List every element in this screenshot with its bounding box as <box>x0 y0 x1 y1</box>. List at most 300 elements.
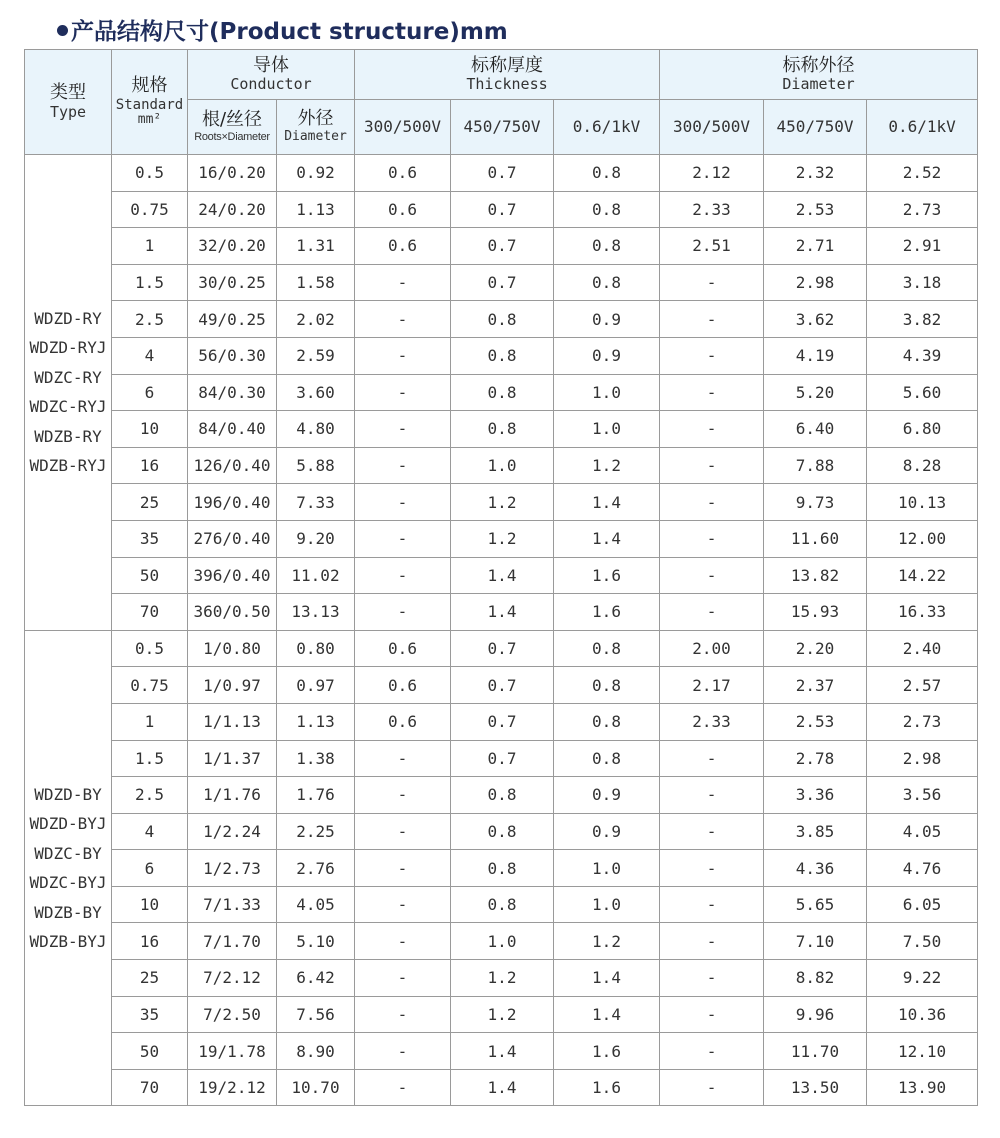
diameter-450-750v-cell: 7.10 <box>764 923 867 960</box>
thickness-450-750v-cell: 1.2 <box>451 960 554 997</box>
diameter-450-750v-cell: 15.93 <box>764 594 867 631</box>
roots-cell: 19/2.12 <box>188 1069 277 1106</box>
diameter-450-750v-cell: 7.88 <box>764 447 867 484</box>
thickness-450-750v-cell: 0.8 <box>451 813 554 850</box>
header-voltage: 450/750V <box>451 100 554 155</box>
conductor-diameter-cell: 8.90 <box>277 1033 355 1070</box>
standard-cell: 50 <box>112 557 188 594</box>
header-diameter <box>660 50 978 100</box>
header-roots <box>188 100 277 155</box>
conductor-diameter-cell: 1.58 <box>277 264 355 301</box>
thickness-0.6-1kv-cell: 1.4 <box>554 996 660 1033</box>
thickness-300-500v-cell: - <box>355 301 451 338</box>
diameter-300-500v-cell: - <box>660 960 764 997</box>
diameter-450-750v-cell: 2.71 <box>764 228 867 265</box>
diameter-0.6-1kv-cell: 4.05 <box>867 813 978 850</box>
conductor-diameter-cell: 11.02 <box>277 557 355 594</box>
thickness-300-500v-cell: 0.6 <box>355 228 451 265</box>
thickness-300-500v-cell: - <box>355 850 451 887</box>
bullet-dot-icon <box>57 25 68 36</box>
thickness-300-500v-cell: - <box>355 374 451 411</box>
header-type <box>25 50 112 155</box>
standard-cell: 35 <box>112 520 188 557</box>
diameter-450-750v-cell: 2.78 <box>764 740 867 777</box>
thickness-450-750v-cell: 0.8 <box>451 777 554 814</box>
header-cdiam-en: Diameter <box>284 128 347 144</box>
thickness-300-500v-cell: - <box>355 1069 451 1106</box>
standard-cell: 10 <box>112 886 188 923</box>
thickness-0.6-1kv-cell: 0.8 <box>554 155 660 192</box>
header-type-zh: 类型 <box>50 82 86 104</box>
diameter-300-500v-cell: 2.12 <box>660 155 764 192</box>
thickness-450-750v-cell: 0.7 <box>451 740 554 777</box>
type-label: WDZD-RYJ <box>29 338 107 358</box>
diameter-450-750v-cell: 4.36 <box>764 850 867 887</box>
diameter-450-750v-cell: 6.40 <box>764 411 867 448</box>
diameter-450-750v-cell: 9.73 <box>764 484 867 521</box>
thickness-450-750v-cell: 0.7 <box>451 264 554 301</box>
conductor-diameter-cell: 1.38 <box>277 740 355 777</box>
header-voltage: 450/750V <box>764 100 867 155</box>
standard-cell: 50 <box>112 1033 188 1070</box>
table-row <box>25 960 978 997</box>
thickness-450-750v-cell: 0.7 <box>451 228 554 265</box>
thickness-450-750v-cell: 0.7 <box>451 667 554 704</box>
roots-cell: 16/0.20 <box>188 155 277 192</box>
conductor-diameter-cell: 1.13 <box>277 191 355 228</box>
diameter-300-500v-cell: - <box>660 777 764 814</box>
thickness-0.6-1kv-cell: 1.0 <box>554 886 660 923</box>
standard-cell: 1.5 <box>112 740 188 777</box>
standard-cell: 70 <box>112 594 188 631</box>
diameter-300-500v-cell: - <box>660 411 764 448</box>
diameter-300-500v-cell: - <box>660 923 764 960</box>
header-voltage: 300/500V <box>355 100 451 155</box>
diameter-450-750v-cell: 2.53 <box>764 703 867 740</box>
roots-cell: 7/2.50 <box>188 996 277 1033</box>
diameter-450-750v-cell: 3.62 <box>764 301 867 338</box>
diameter-0.6-1kv-cell: 5.60 <box>867 374 978 411</box>
roots-cell: 30/0.25 <box>188 264 277 301</box>
roots-cell: 1/1.76 <box>188 777 277 814</box>
roots-cell: 396/0.40 <box>188 557 277 594</box>
roots-cell: 1/2.73 <box>188 850 277 887</box>
conductor-diameter-cell: 2.02 <box>277 301 355 338</box>
thickness-450-750v-cell: 1.2 <box>451 520 554 557</box>
thickness-0.6-1kv-cell: 1.2 <box>554 447 660 484</box>
thickness-450-750v-cell: 0.8 <box>451 886 554 923</box>
thickness-0.6-1kv-cell: 1.6 <box>554 1033 660 1070</box>
roots-cell: 1/0.80 <box>188 630 277 667</box>
header-standard-en: Standard <box>115 96 184 113</box>
conductor-diameter-cell: 2.76 <box>277 850 355 887</box>
thickness-0.6-1kv-cell: 0.8 <box>554 228 660 265</box>
conductor-diameter-cell: 10.70 <box>277 1069 355 1106</box>
thickness-0.6-1kv-cell: 0.9 <box>554 813 660 850</box>
roots-cell: 7/1.70 <box>188 923 277 960</box>
header-thickness <box>355 50 660 100</box>
table-row <box>25 923 978 960</box>
type-label: WDZB-BY <box>34 902 102 922</box>
header-thickness-en: Thickness <box>466 75 548 94</box>
thickness-300-500v-cell: - <box>355 960 451 997</box>
diameter-300-500v-cell: - <box>660 813 764 850</box>
standard-cell: 25 <box>112 484 188 521</box>
diameter-0.6-1kv-cell: 7.50 <box>867 923 978 960</box>
diameter-450-750v-cell: 2.32 <box>764 155 867 192</box>
table-row <box>25 411 978 448</box>
thickness-300-500v-cell: - <box>355 594 451 631</box>
thickness-300-500v-cell: - <box>355 886 451 923</box>
diameter-0.6-1kv-cell: 2.40 <box>867 630 978 667</box>
thickness-450-750v-cell: 0.7 <box>451 630 554 667</box>
thickness-450-750v-cell: 1.0 <box>451 923 554 960</box>
standard-cell: 1.5 <box>112 264 188 301</box>
roots-cell: 126/0.40 <box>188 447 277 484</box>
header-diameter-en: Diameter <box>782 75 855 94</box>
diameter-300-500v-cell: - <box>660 520 764 557</box>
conductor-diameter-cell: 4.80 <box>277 411 355 448</box>
thickness-0.6-1kv-cell: 0.8 <box>554 630 660 667</box>
diameter-0.6-1kv-cell: 2.98 <box>867 740 978 777</box>
thickness-450-750v-cell: 0.7 <box>451 703 554 740</box>
table-row <box>25 1069 978 1106</box>
table-row <box>25 337 978 374</box>
table-row <box>25 191 978 228</box>
diameter-0.6-1kv-cell: 4.39 <box>867 337 978 374</box>
thickness-300-500v-cell: - <box>355 484 451 521</box>
diameter-0.6-1kv-cell: 10.13 <box>867 484 978 521</box>
diameter-0.6-1kv-cell: 6.05 <box>867 886 978 923</box>
type-label: WDZC-RYJ <box>29 397 107 417</box>
standard-cell: 2.5 <box>112 301 188 338</box>
diameter-300-500v-cell: - <box>660 740 764 777</box>
standard-cell: 1 <box>112 228 188 265</box>
thickness-300-500v-cell: - <box>355 264 451 301</box>
header-voltage: 0.6/1kV <box>554 100 660 155</box>
diameter-450-750v-cell: 2.53 <box>764 191 867 228</box>
conductor-diameter-cell: 0.92 <box>277 155 355 192</box>
diameter-450-750v-cell: 8.82 <box>764 960 867 997</box>
table-row <box>25 228 978 265</box>
diameter-300-500v-cell: - <box>660 886 764 923</box>
roots-cell: 1/1.37 <box>188 740 277 777</box>
standard-cell: 0.75 <box>112 191 188 228</box>
conductor-diameter-cell: 2.59 <box>277 337 355 374</box>
table-row <box>25 301 978 338</box>
conductor-diameter-cell: 5.10 <box>277 923 355 960</box>
thickness-0.6-1kv-cell: 1.4 <box>554 520 660 557</box>
diameter-450-750v-cell: 5.65 <box>764 886 867 923</box>
diameter-0.6-1kv-cell: 3.56 <box>867 777 978 814</box>
table-row <box>25 740 978 777</box>
thickness-0.6-1kv-cell: 1.0 <box>554 374 660 411</box>
thickness-0.6-1kv-cell: 0.9 <box>554 337 660 374</box>
thickness-300-500v-cell: 0.6 <box>355 191 451 228</box>
diameter-300-500v-cell: - <box>660 996 764 1033</box>
header-standard-unit: mm² <box>137 111 162 127</box>
header-cdiam-zh: 外径 <box>297 108 334 130</box>
thickness-450-750v-cell: 1.4 <box>451 594 554 631</box>
conductor-diameter-cell: 0.80 <box>277 630 355 667</box>
thickness-300-500v-cell: 0.6 <box>355 155 451 192</box>
thickness-0.6-1kv-cell: 0.8 <box>554 703 660 740</box>
header-conductor-diameter <box>277 100 355 155</box>
thickness-450-750v-cell: 0.7 <box>451 155 554 192</box>
table-body <box>25 155 978 1106</box>
header-conductor-en: Conductor <box>230 75 312 94</box>
thickness-300-500v-cell: 0.6 <box>355 667 451 704</box>
diameter-0.6-1kv-cell: 6.80 <box>867 411 978 448</box>
thickness-0.6-1kv-cell: 0.8 <box>554 191 660 228</box>
header-type-en: Type <box>49 102 87 121</box>
type-label: WDZB-RY <box>34 426 102 446</box>
type-label: WDZC-BY <box>34 843 102 863</box>
table-row <box>25 155 978 192</box>
diameter-0.6-1kv-cell: 8.28 <box>867 447 978 484</box>
thickness-0.6-1kv-cell: 1.6 <box>554 557 660 594</box>
diameter-0.6-1kv-cell: 2.57 <box>867 667 978 704</box>
diameter-450-750v-cell: 4.19 <box>764 337 867 374</box>
standard-cell: 0.5 <box>112 155 188 192</box>
standard-cell: 1 <box>112 703 188 740</box>
roots-cell: 7/1.33 <box>188 886 277 923</box>
product-structure-table <box>24 49 978 1106</box>
roots-cell: 1/0.97 <box>188 667 277 704</box>
conductor-diameter-cell: 0.97 <box>277 667 355 704</box>
thickness-0.6-1kv-cell: 1.0 <box>554 850 660 887</box>
diameter-300-500v-cell: 2.33 <box>660 191 764 228</box>
header-standard <box>112 50 188 155</box>
diameter-0.6-1kv-cell: 3.18 <box>867 264 978 301</box>
standard-cell: 0.75 <box>112 667 188 704</box>
thickness-450-750v-cell: 0.8 <box>451 411 554 448</box>
diameter-300-500v-cell: - <box>660 1069 764 1106</box>
standard-cell: 6 <box>112 374 188 411</box>
diameter-300-500v-cell: 2.00 <box>660 630 764 667</box>
diameter-450-750v-cell: 5.20 <box>764 374 867 411</box>
conductor-diameter-cell: 7.33 <box>277 484 355 521</box>
table-row <box>25 374 978 411</box>
thickness-300-500v-cell: - <box>355 447 451 484</box>
header-roots-en: Roots×Diameter <box>194 131 270 144</box>
thickness-300-500v-cell: - <box>355 411 451 448</box>
diameter-450-750v-cell: 2.98 <box>764 264 867 301</box>
table-row <box>25 886 978 923</box>
diameter-300-500v-cell: - <box>660 850 764 887</box>
thickness-300-500v-cell: - <box>355 923 451 960</box>
thickness-450-750v-cell: 1.2 <box>451 484 554 521</box>
standard-cell: 25 <box>112 960 188 997</box>
conductor-diameter-cell: 4.05 <box>277 886 355 923</box>
thickness-300-500v-cell: - <box>355 777 451 814</box>
thickness-300-500v-cell: - <box>355 520 451 557</box>
thickness-450-750v-cell: 1.2 <box>451 996 554 1033</box>
standard-cell: 4 <box>112 337 188 374</box>
diameter-300-500v-cell: - <box>660 447 764 484</box>
roots-cell: 196/0.40 <box>188 484 277 521</box>
header-voltage: 0.6/1kV <box>867 100 978 155</box>
header-conductor <box>188 50 355 100</box>
table-row <box>25 264 978 301</box>
thickness-0.6-1kv-cell: 1.6 <box>554 594 660 631</box>
diameter-300-500v-cell: - <box>660 264 764 301</box>
type-label: WDZB-BYJ <box>29 932 107 952</box>
standard-cell: 4 <box>112 813 188 850</box>
diameter-0.6-1kv-cell: 2.52 <box>867 155 978 192</box>
thickness-450-750v-cell: 0.7 <box>451 191 554 228</box>
diameter-0.6-1kv-cell: 10.36 <box>867 996 978 1033</box>
thickness-300-500v-cell: 0.6 <box>355 703 451 740</box>
thickness-450-750v-cell: 1.4 <box>451 1033 554 1070</box>
table-row <box>25 703 978 740</box>
roots-cell: 32/0.20 <box>188 228 277 265</box>
table-row <box>25 630 978 667</box>
header-conductor-zh: 导体 <box>253 54 289 76</box>
table-header <box>25 50 978 155</box>
type-group-cell <box>25 630 112 1106</box>
thickness-300-500v-cell: - <box>355 996 451 1033</box>
standard-cell: 10 <box>112 411 188 448</box>
type-group-cell <box>25 155 112 631</box>
thickness-0.6-1kv-cell: 1.0 <box>554 411 660 448</box>
header-standard-zh: 规格 <box>131 75 168 97</box>
diameter-450-750v-cell: 11.70 <box>764 1033 867 1070</box>
conductor-diameter-cell: 13.13 <box>277 594 355 631</box>
table-row <box>25 447 978 484</box>
standard-cell: 70 <box>112 1069 188 1106</box>
roots-cell: 360/0.50 <box>188 594 277 631</box>
conductor-diameter-cell: 1.31 <box>277 228 355 265</box>
diameter-450-750v-cell: 2.20 <box>764 630 867 667</box>
table-row <box>25 996 978 1033</box>
thickness-450-750v-cell: 1.0 <box>451 447 554 484</box>
conductor-diameter-cell: 3.60 <box>277 374 355 411</box>
diameter-0.6-1kv-cell: 3.82 <box>867 301 978 338</box>
thickness-0.6-1kv-cell: 1.4 <box>554 484 660 521</box>
table-row <box>25 594 978 631</box>
diameter-450-750v-cell: 3.85 <box>764 813 867 850</box>
diameter-0.6-1kv-cell: 16.33 <box>867 594 978 631</box>
diameter-300-500v-cell: - <box>660 337 764 374</box>
standard-cell: 35 <box>112 996 188 1033</box>
diameter-300-500v-cell: - <box>660 594 764 631</box>
standard-cell: 6 <box>112 850 188 887</box>
thickness-450-750v-cell: 0.8 <box>451 850 554 887</box>
thickness-0.6-1kv-cell: 0.9 <box>554 301 660 338</box>
diameter-0.6-1kv-cell: 4.76 <box>867 850 978 887</box>
diameter-0.6-1kv-cell: 2.73 <box>867 191 978 228</box>
standard-cell: 16 <box>112 447 188 484</box>
thickness-0.6-1kv-cell: 0.8 <box>554 667 660 704</box>
diameter-0.6-1kv-cell: 12.00 <box>867 520 978 557</box>
diameter-300-500v-cell: 2.51 <box>660 228 764 265</box>
thickness-0.6-1kv-cell: 1.6 <box>554 1069 660 1106</box>
table-row <box>25 813 978 850</box>
conductor-diameter-cell: 9.20 <box>277 520 355 557</box>
type-label: WDZC-BYJ <box>29 873 107 893</box>
type-label: WDZD-BY <box>34 784 102 804</box>
diameter-0.6-1kv-cell: 14.22 <box>867 557 978 594</box>
thickness-0.6-1kv-cell: 1.4 <box>554 960 660 997</box>
roots-cell: 276/0.40 <box>188 520 277 557</box>
diameter-0.6-1kv-cell: 12.10 <box>867 1033 978 1070</box>
type-label: WDZC-RY <box>34 367 102 387</box>
thickness-450-750v-cell: 0.8 <box>451 301 554 338</box>
diameter-0.6-1kv-cell: 9.22 <box>867 960 978 997</box>
thickness-0.6-1kv-cell: 0.9 <box>554 777 660 814</box>
conductor-diameter-cell: 1.76 <box>277 777 355 814</box>
header-roots-zh: 根/丝径 <box>201 109 263 131</box>
roots-cell: 7/2.12 <box>188 960 277 997</box>
roots-cell: 24/0.20 <box>188 191 277 228</box>
diameter-450-750v-cell: 2.37 <box>764 667 867 704</box>
table-row <box>25 850 978 887</box>
diameter-450-750v-cell: 3.36 <box>764 777 867 814</box>
diameter-300-500v-cell: 2.33 <box>660 703 764 740</box>
header-voltage: 300/500V <box>660 100 764 155</box>
roots-cell: 84/0.30 <box>188 374 277 411</box>
roots-cell: 84/0.40 <box>188 411 277 448</box>
roots-cell: 1/1.13 <box>188 703 277 740</box>
table-row <box>25 1033 978 1070</box>
roots-cell: 56/0.30 <box>188 337 277 374</box>
title-text: 产品结构尺寸(Product structure)mm <box>71 18 508 45</box>
roots-cell: 1/2.24 <box>188 813 277 850</box>
conductor-diameter-cell: 7.56 <box>277 996 355 1033</box>
roots-cell: 49/0.25 <box>188 301 277 338</box>
conductor-diameter-cell: 2.25 <box>277 813 355 850</box>
diameter-300-500v-cell: - <box>660 557 764 594</box>
header-diameter-zh: 标称外径 <box>782 54 855 76</box>
standard-cell: 0.5 <box>112 630 188 667</box>
standard-cell: 2.5 <box>112 777 188 814</box>
thickness-450-750v-cell: 0.8 <box>451 374 554 411</box>
roots-cell: 19/1.78 <box>188 1033 277 1070</box>
diameter-300-500v-cell: - <box>660 301 764 338</box>
diameter-300-500v-cell: - <box>660 484 764 521</box>
conductor-diameter-cell: 1.13 <box>277 703 355 740</box>
diameter-450-750v-cell: 13.82 <box>764 557 867 594</box>
thickness-300-500v-cell: - <box>355 557 451 594</box>
type-label: WDZB-RYJ <box>29 456 107 476</box>
diameter-0.6-1kv-cell: 2.73 <box>867 703 978 740</box>
diameter-450-750v-cell: 13.50 <box>764 1069 867 1106</box>
thickness-300-500v-cell: - <box>355 740 451 777</box>
thickness-450-750v-cell: 1.4 <box>451 1069 554 1106</box>
conductor-diameter-cell: 5.88 <box>277 447 355 484</box>
diameter-0.6-1kv-cell: 13.90 <box>867 1069 978 1106</box>
diameter-450-750v-cell: 9.96 <box>764 996 867 1033</box>
diameter-300-500v-cell: - <box>660 1033 764 1070</box>
conductor-diameter-cell: 6.42 <box>277 960 355 997</box>
thickness-450-750v-cell: 1.4 <box>451 557 554 594</box>
thickness-300-500v-cell: 0.6 <box>355 630 451 667</box>
thickness-300-500v-cell: - <box>355 813 451 850</box>
thickness-0.6-1kv-cell: 0.8 <box>554 740 660 777</box>
page-title <box>57 12 508 46</box>
thickness-300-500v-cell: - <box>355 337 451 374</box>
thickness-300-500v-cell: - <box>355 1033 451 1070</box>
table-row <box>25 557 978 594</box>
table-row <box>25 520 978 557</box>
table-row <box>25 484 978 521</box>
diameter-0.6-1kv-cell: 2.91 <box>867 228 978 265</box>
type-label: WDZD-RY <box>34 308 102 328</box>
thickness-450-750v-cell: 0.8 <box>451 337 554 374</box>
table-row <box>25 777 978 814</box>
header-thickness-zh: 标称厚度 <box>471 54 543 76</box>
